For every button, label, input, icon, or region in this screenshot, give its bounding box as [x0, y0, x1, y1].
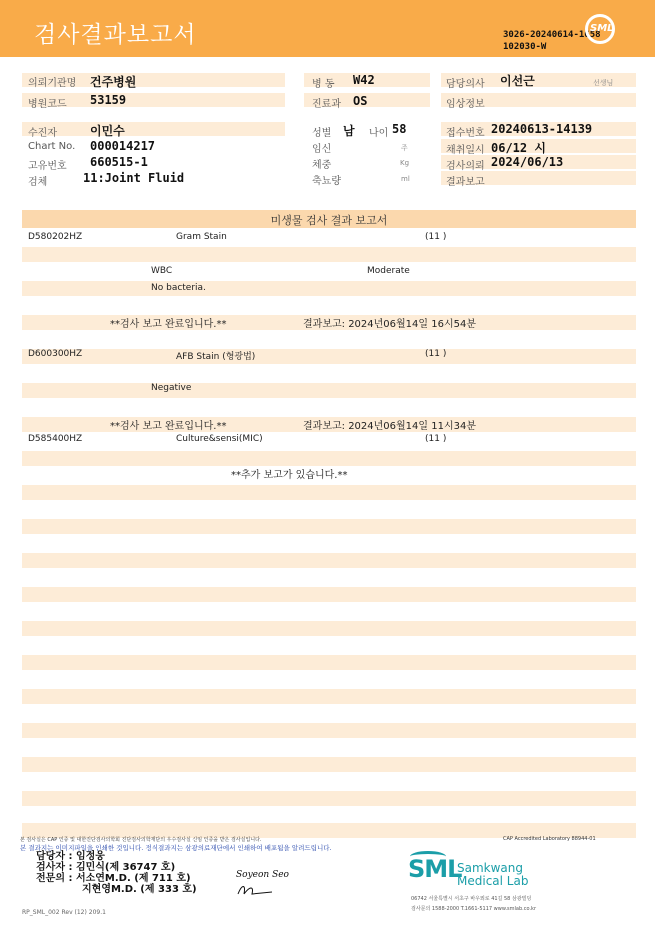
report-time-1: 결과보고: 2024년06월14일 16시54분	[303, 319, 477, 330]
document-id: RP_SML_002 Rev (12) 209.1	[22, 909, 106, 916]
test-specimen-1: (11 )	[425, 232, 447, 242]
result-row	[22, 791, 636, 806]
result-row	[22, 723, 636, 738]
specialist-1: 서소연M.D. (제 711 호)	[75, 873, 191, 884]
weight-label: 체중	[312, 160, 332, 171]
urine-unit: ml	[401, 175, 410, 183]
report-number-line-1: 3026-20240614-1658	[503, 30, 601, 40]
afb-result: Negative	[151, 383, 192, 393]
id-number-label: 고유번호	[28, 161, 67, 172]
result-row	[22, 587, 636, 602]
pregnancy-unit: 주	[401, 144, 408, 152]
hospital-code-value: 53159	[90, 93, 127, 107]
specimen-value: 11:Joint Fluid	[83, 171, 185, 185]
signature-mark	[236, 882, 276, 898]
report-title: 검사결과보고서	[34, 22, 197, 48]
sml-logo: SML	[408, 855, 462, 883]
section-header	[22, 210, 636, 228]
lab-name-line-1: Samkwang	[457, 861, 523, 875]
examiner-line	[36, 862, 197, 873]
examiner-name: 김민식(제 36747 호)	[75, 862, 176, 873]
test-name-2: AFB Stain (형광법)	[176, 352, 256, 362]
info-bar	[22, 122, 285, 136]
additional-report-note: **추가 보고가 있습니다.**	[231, 470, 348, 481]
result-row	[22, 451, 636, 466]
print-warning: 본 결과지는 이미지파일을 인쇄한 것입니다. 정식결과지는 삼광의료재단에서 인쇄하여 배포됨을 알려드립니다.	[20, 844, 332, 852]
sex-label: 성별	[312, 128, 332, 139]
report-label: 결과보고	[446, 177, 485, 188]
collection-label: 채취일시	[446, 145, 485, 156]
cap-note: CAP Accredited Laboratory 88944-01	[503, 836, 596, 842]
lab-address: 06742 서울특별시 서초구 바우뫼로 41길 58 삼광빌딩	[411, 896, 532, 902]
sex-value: 남	[343, 124, 355, 138]
specialist-2: 지현영M.D. (제 333 호)	[82, 884, 197, 895]
wbc-value: Moderate	[367, 266, 410, 276]
examiner-label: 검사자 :	[36, 862, 73, 873]
urine-label: 축뇨량	[312, 176, 341, 187]
specialist-line-2	[36, 884, 197, 895]
manager-name: 임정웅	[75, 851, 105, 862]
result-row	[22, 621, 636, 636]
result-row	[22, 247, 636, 262]
gram-result: No bacteria.	[151, 283, 206, 293]
weight-unit: Kg	[400, 159, 410, 167]
result-row	[22, 281, 636, 296]
sml-header-logo	[585, 14, 615, 44]
test-name-3: Culture&sensi(MIC)	[176, 434, 263, 444]
age-value: 58	[392, 122, 407, 136]
age-label: 나이	[369, 128, 389, 139]
result-row	[22, 519, 636, 534]
staff-list	[36, 851, 197, 895]
patient-value: 이민수	[90, 124, 125, 138]
report-number-line-2: 102030-W	[503, 42, 547, 52]
lab-contact: 검사문의 1588-2000 T.1661-5117 www.smlab.co.kr	[411, 906, 536, 912]
signature: Soyeon Seo	[236, 870, 289, 880]
doctor-value: 이선근	[500, 74, 535, 88]
test-code-1: D580202HZ	[28, 232, 83, 242]
wbc-label: WBC	[151, 266, 173, 276]
test-specimen-2: (11 )	[425, 349, 447, 359]
patient-label: 수진자	[28, 128, 57, 139]
ward-label: 병 동	[312, 79, 335, 90]
result-row	[22, 689, 636, 704]
result-row	[22, 485, 636, 500]
test-name-1: Gram Stain	[176, 232, 227, 242]
specialist-line	[36, 873, 197, 884]
report-time-2: 결과보고: 2024년06월14일 11시34분	[303, 421, 477, 432]
chart-no-label: Chart No.	[28, 141, 76, 152]
id-number-value: 660515-1	[90, 155, 148, 169]
result-row	[22, 655, 636, 670]
doctor-suffix: 선생님	[593, 79, 614, 87]
collection-value: 06/12 시	[491, 141, 546, 155]
specialist-label: 전문의 :	[36, 873, 73, 884]
completion-note-1: **검사 보고 완료입니다.**	[110, 319, 227, 330]
accession-value: 20240613-14139	[491, 122, 593, 136]
dept-value: OS	[353, 94, 368, 108]
result-row	[22, 757, 636, 772]
hospital-code-label: 병원코드	[28, 99, 67, 110]
result-row	[22, 349, 636, 364]
dept-label: 진료과	[312, 99, 341, 110]
manager-line	[36, 851, 197, 862]
requester-label: 의뢰기관명	[28, 78, 77, 89]
test-code-2: D600300HZ	[28, 349, 83, 359]
certification-note: 본 검사실은 CAP 인증 및 대한진단검사의학회 진단검사의학재단의 우수검사실 신임 인증을 받은 검사실입니다.	[20, 837, 262, 843]
request-value: 2024/06/13	[491, 155, 564, 169]
requester-value: 건주병원	[90, 75, 137, 89]
clinical-info-label: 임상정보	[446, 99, 485, 110]
lab-name	[457, 862, 528, 888]
result-row	[22, 553, 636, 568]
section-title: 미생물 검사 결과 보고서	[270, 214, 388, 227]
result-row	[22, 383, 636, 398]
doctor-label: 담당의사	[446, 79, 485, 90]
pregnancy-label: 임신	[312, 144, 332, 155]
request-label: 검사의뢰	[446, 161, 485, 172]
chart-no-value: 000014217	[90, 139, 156, 153]
completion-note-2: **검사 보고 완료입니다.**	[110, 421, 227, 432]
manager-label: 담당자 :	[36, 851, 73, 862]
specimen-label: 검체	[28, 177, 48, 188]
accession-label: 접수번호	[446, 128, 485, 139]
test-specimen-3: (11 )	[425, 434, 447, 444]
ward-value: W42	[353, 73, 375, 87]
test-code-3: D585400HZ	[28, 434, 83, 444]
lab-name-line-2: Medical Lab	[457, 874, 529, 888]
sml-header-logo-text: SML	[590, 23, 614, 34]
